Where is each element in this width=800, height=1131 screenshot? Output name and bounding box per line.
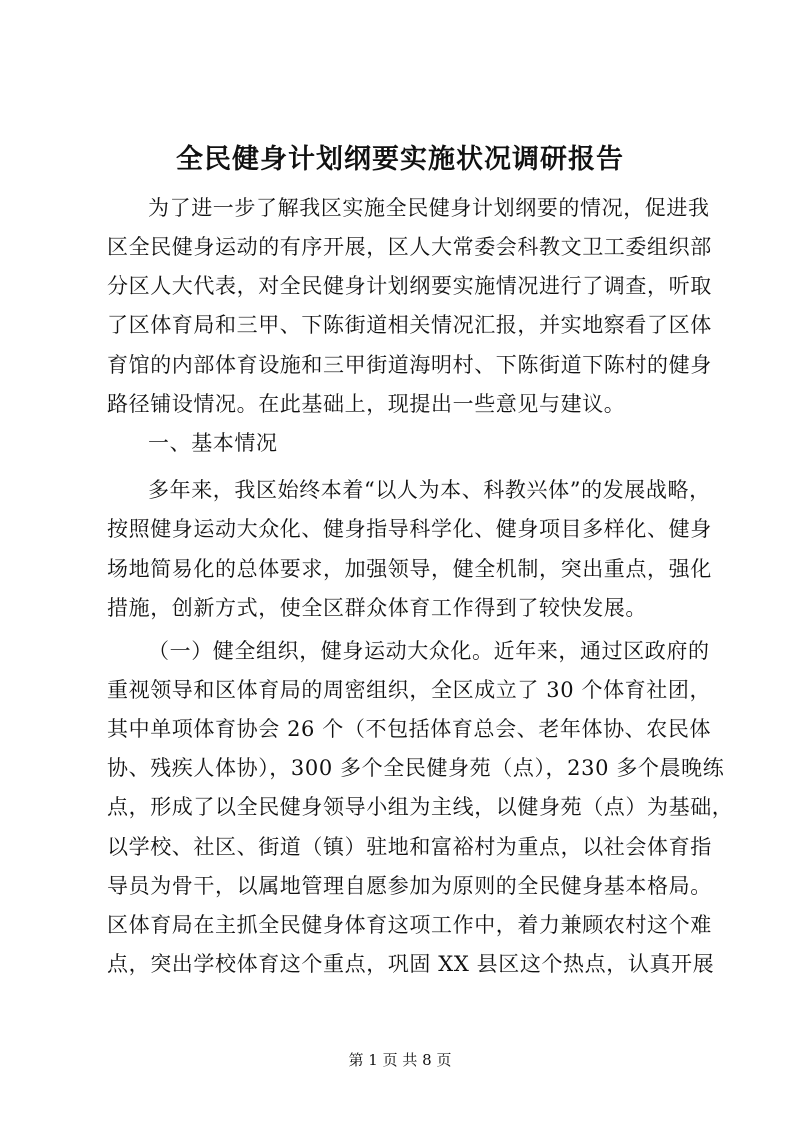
body-text-line: 分区人大代表，对全民健身计划纲要实施情况进行了调查，听取 (107, 274, 712, 298)
body-text-line: 育馆的内部体育设施和三甲街道海明村、下陈街道下陈村的健身 (107, 353, 712, 377)
body-text-line: 协、残疾人体协），300 多个全民健身苑（点），230 多个晨晚练 (107, 756, 725, 780)
body-text-line: 以学校、社区、街道（镇）驻地和富裕村为重点，以社会体育指 (107, 835, 712, 859)
body-text-line: 为了进一步了解我区实施全民健身计划纲要的情况，促进我 (148, 196, 710, 220)
body-text-line: 措施，创新方式，使全区群众体育工作得到了较快发展。 (107, 596, 647, 620)
body-text-line: 按照健身运动大众化、健身指导科学化、健身项目多样化、健身 (107, 517, 712, 541)
body-text-line: 重视领导和区体育局的周密组织，全区成立了 30 个体育社团， (107, 678, 712, 702)
body-text-line: 了区体育局和三甲、下陈街道相关情况汇报，并实地察看了区体 (107, 313, 712, 337)
body-text-line: 场地简易化的总体要求，加强领导，健全机制，突出重点，强化 (107, 557, 712, 581)
body-text-line: 点，突出学校体育这个重点，巩固 XX 县区这个热点，认真开展 (107, 952, 715, 976)
body-text-line: 导员为骨干，以属地管理自愿参加为原则的全民健身基本格局。 (107, 874, 712, 898)
page-footer: 第 1 页 共 8 页 (348, 1051, 452, 1069)
subsection-line: （一）健全组织，健身运动大众化。近年来，通过区政府的 (148, 639, 710, 663)
body-text-line: 路径铺设情况。在此基础上，现提出一些意见与建议。 (107, 392, 626, 416)
body-text-line: 多年来，我区始终本着“以人为本、科教兴体”的发展战略， (148, 478, 711, 502)
body-text-line: 点，形成了以全民健身领导小组为主线，以健身苑（点）为基础， (107, 795, 734, 819)
body-text-line: 区全民健身运动的有序开展，区人大常委会科教文卫工委组织部 (107, 235, 712, 259)
document-title: 全民健身计划纲要实施状况调研报告 (176, 144, 624, 175)
body-text-line: 区体育局在主抓全民健身体育这项工作中，着力兼顾农村这个难 (107, 913, 712, 937)
body-text-line: 其中单项体育协会 26 个（不包括体育总会、老年体协、农民体 (107, 717, 712, 741)
section-heading: 一、基本情况 (148, 431, 278, 455)
